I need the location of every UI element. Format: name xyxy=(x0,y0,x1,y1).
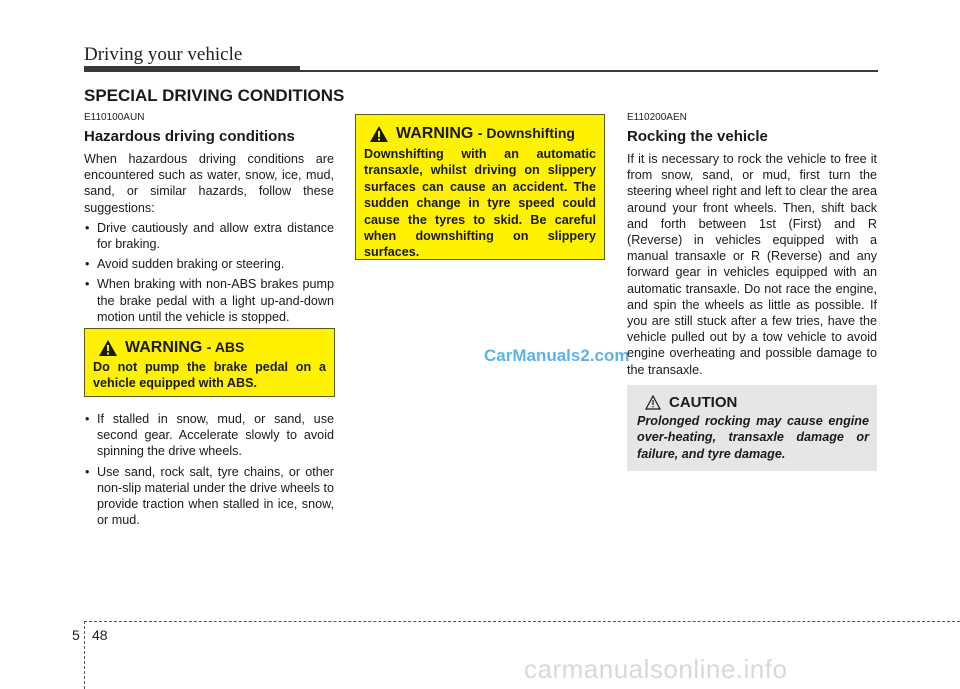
caution-box xyxy=(627,385,877,471)
list-item: • Drive cautiously and allow extra distance for braking. xyxy=(84,220,334,252)
caution-label: CAUTION xyxy=(669,394,738,411)
rocking-text: If it is necessary to rock the vehicle to free it from snow, sand, or mud, first turn the steering wheel right and left to clear the area around your front wheels. Then, shift back and forth between 1st (First) and R (Reverse) in vehicles equipped with a manual transaxle or R (Reverse) and any forward gear in vehicles equipped with an automatic transaxle. Do not race the engine, and spin the wheels as little as possible. If you are still stuck after a few tries, have the vehicle pulled out by a tow vehicle to avoid engine overheating and possible damage to the transaxle. xyxy=(627,152,877,377)
warning-triangle-icon xyxy=(370,126,388,142)
hazardous-intro: When hazardous driving conditions are encountered such as water, snow, ice, mud, sand, or similar hazards, follow these suggestions: xyxy=(84,152,334,215)
warning-triangle-icon xyxy=(99,340,117,356)
list-item: • When braking with non-ABS brakes pump the brake pedal with a light up-and-down motion until the vehicle is stopped. xyxy=(84,276,334,325)
footer-divider xyxy=(84,621,85,689)
site-watermark: carmanualsonline.info xyxy=(524,654,788,684)
rocking-heading: Rocking the vehicle xyxy=(627,128,768,145)
chapter-title: Driving your vehicle xyxy=(84,44,243,65)
warning-subtitle: - Downshifting xyxy=(477,125,575,141)
list-item: • Use sand, rock salt, tyre chains, or other non-slip material under the drive wheels to provide traction when stalled in ice, snow, or mud. xyxy=(84,464,334,529)
warning-abs-text: Do not pump the brake pedal on a vehicle equipped with ABS. xyxy=(93,360,326,391)
header-bar xyxy=(84,66,300,72)
caution-header xyxy=(637,394,869,411)
list-item: • Avoid sudden braking or steering. xyxy=(84,256,334,272)
page-number: 48 xyxy=(92,627,108,643)
hazardous-list-b xyxy=(84,411,334,528)
footer-rule xyxy=(84,621,960,622)
section-title: SPECIAL DRIVING CONDITIONS xyxy=(84,86,345,105)
hazardous-section xyxy=(84,112,334,329)
warning-downshift-header xyxy=(364,125,596,143)
section-code: E110100AUN xyxy=(84,112,145,123)
watermark: CarManuals2.com xyxy=(484,346,630,365)
warning-abs-header xyxy=(93,339,326,357)
warning-subtitle: - ABS xyxy=(206,339,245,355)
hazardous-list-a xyxy=(84,220,334,325)
warning-downshift-text: Downshifting with an automatic transaxle, whilst driving on slippery surfaces can cause an accident. The sudden change in tyre speed could cause the tyres to skid. Be careful when downshifting on slippery surfaces. xyxy=(364,147,596,260)
header-rule xyxy=(300,70,878,72)
warning-label: WARNING xyxy=(396,125,474,142)
chapter-number: 5 xyxy=(72,627,80,643)
hazardous-section-continued xyxy=(84,411,334,532)
hazardous-heading: Hazardous driving conditions xyxy=(84,128,295,145)
warning-abs-box xyxy=(84,328,335,397)
caution-text: Prolonged rocking may cause engine over-heating, transaxle damage or failure, and tyre damage. xyxy=(637,414,869,461)
warning-downshift-box xyxy=(355,114,605,260)
warning-label: WARNING xyxy=(125,339,203,356)
section-code: E110200AEN xyxy=(627,112,687,123)
list-item: • If stalled in snow, mud, or sand, use second gear. Accelerate slowly to avoid spinning the drive wheels. xyxy=(84,411,334,460)
caution-triangle-icon xyxy=(645,395,661,410)
rocking-section xyxy=(627,112,877,378)
